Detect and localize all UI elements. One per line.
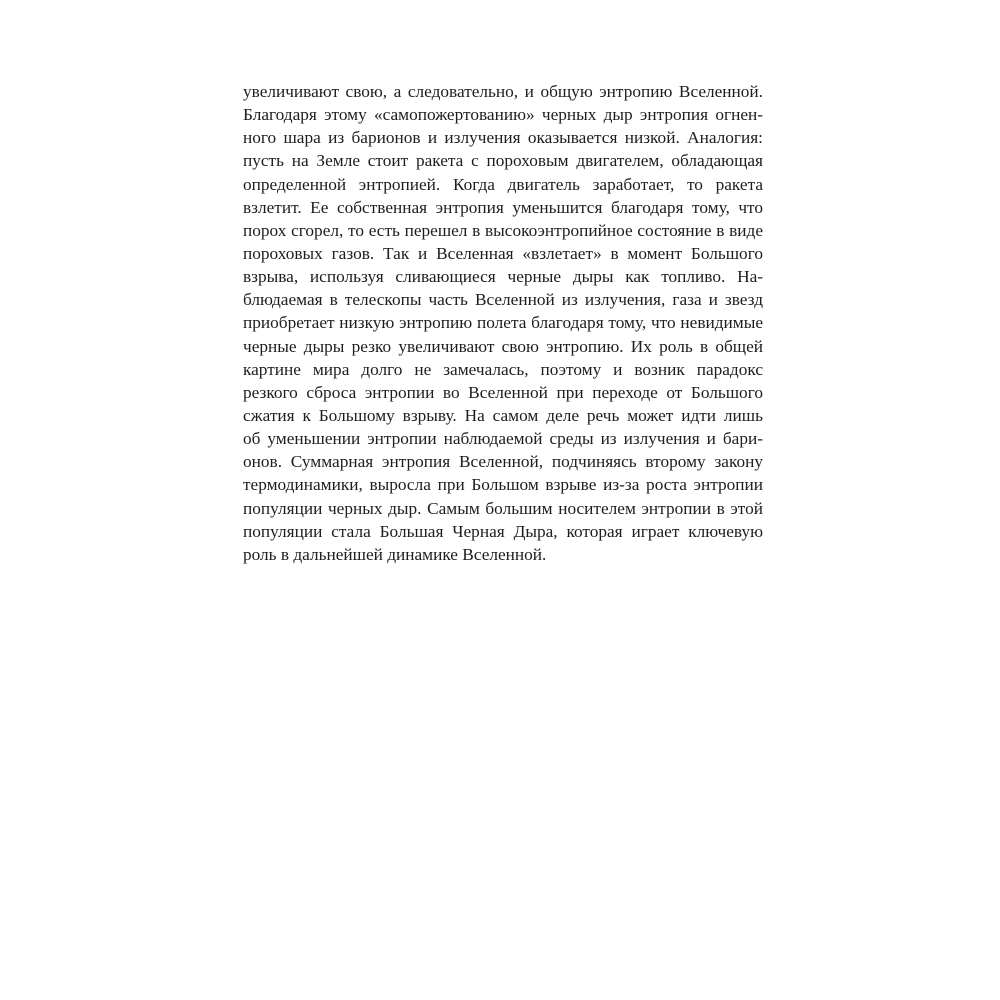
text-line: популяции стала Большая Черная Дыра, которая играет ключевую	[243, 521, 763, 541]
body-paragraph	[243, 80, 763, 566]
text-line: термодинамики, выросла при Большом взрыве из-за роста энтропии	[243, 475, 763, 495]
text-line: взрыва, используя сливающиеся черные дыры как топливо. На-	[243, 267, 763, 287]
text-line: увеличивают свою, а следовательно, и общую энтропию Вселенной.	[243, 82, 763, 101]
text-line: Благодаря этому «самопожертованию» черных дыр энтропия огнен-	[243, 105, 763, 125]
text-line: приобретает низкую энтропию полета благодаря тому, что невидимые	[243, 313, 763, 333]
text-line: сжатия к Большому взрыву. На самом деле речь может идти лишь	[243, 405, 763, 425]
text-line: популяции черных дыр. Самым большим носителем энтропии в этой	[243, 498, 763, 518]
text-line: картине мира долго не замечалась, поэтому и возник парадокс	[243, 359, 763, 379]
text-line: пороховых газов. Так и Вселенная «взлетает» в момент Большого	[243, 243, 763, 263]
text-line: онов. Суммарная энтропия Вселенной, подчиняясь второму закону	[243, 452, 763, 472]
text-line: пусть на Земле стоит ракета с пороховым двигателем, обладающая	[243, 151, 763, 171]
text-line: блюдаемая в телескопы часть Вселенной из излучения, газа и звезд	[243, 290, 763, 310]
text-line: об уменьшении энтропии наблюдаемой среды из излучения и бари-	[243, 429, 763, 449]
text-line: взлетит. Ее собственная энтропия уменьшится благодаря тому, что	[243, 197, 763, 217]
text-line: ного шара из барионов и излучения оказывается низкой. Аналогия:	[243, 128, 763, 148]
text-line: резкого сброса энтропии во Вселенной при переходе от Большого	[243, 382, 763, 402]
text-line: порох сгорел, то есть перешел в высокоэнтропийное состояние в виде	[243, 220, 763, 240]
text-line: определенной энтропией. Когда двигатель заработает, то ракета	[243, 174, 763, 194]
text-line: черные дыры резко увеличивают свою энтропию. Их роль в общей	[243, 336, 763, 356]
text-line-last: роль в дальнейшей динамике Вселенной.	[243, 544, 547, 564]
